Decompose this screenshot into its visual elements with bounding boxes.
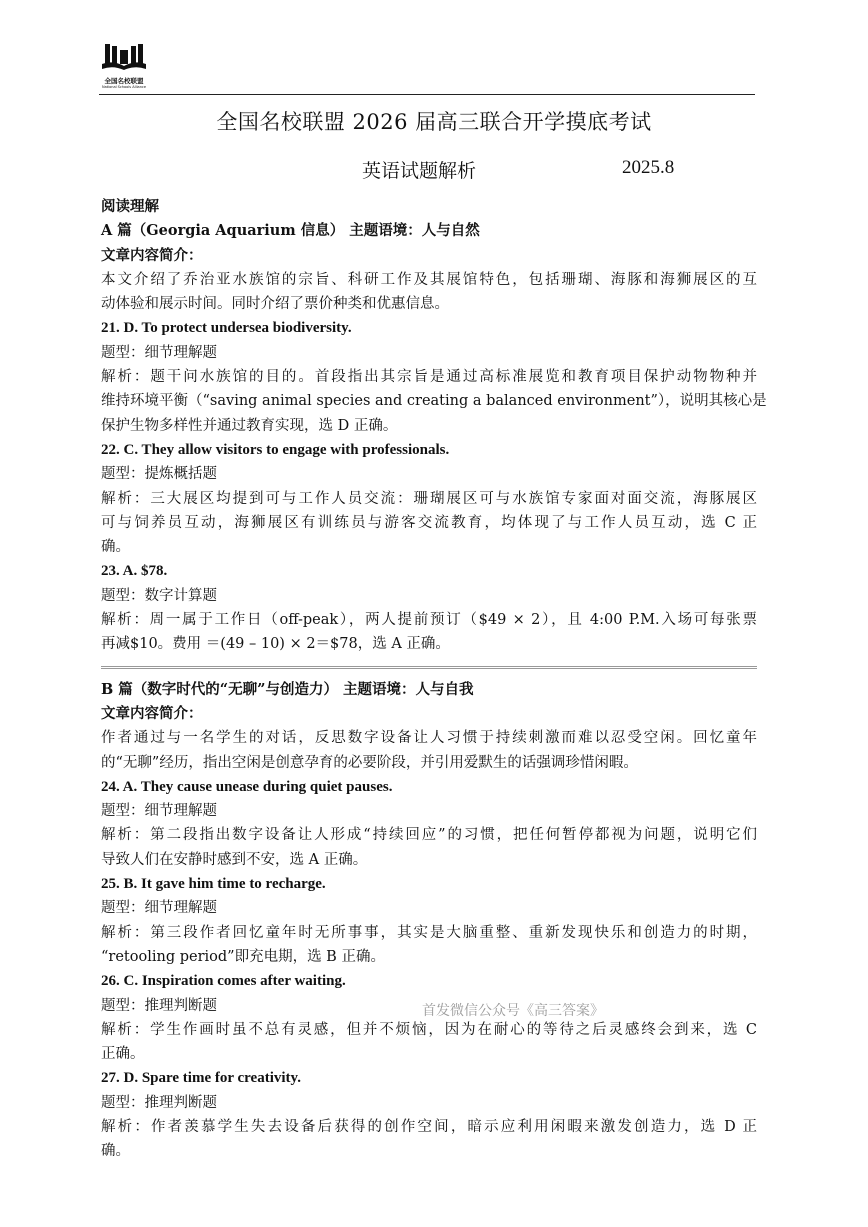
analysis-line: 正确。 [101,1046,145,1063]
section-title: 阅读理解 [101,198,159,215]
exam-subtitle: 英语试题解析 [362,160,477,182]
header-rule [99,94,755,95]
question-type: 题型：细节理解题 [101,803,217,820]
passage-b-summary-line: 作者通过与一名学生的对话，反思数字设备让人习惯于持续刺激而难以忍受空闲。回忆童年 [101,730,757,747]
answer-27: 27. D. Spare time for creativity. [101,1070,301,1087]
answer-26: 26. C. Inspiration comes after waiting. [101,973,346,990]
logo [98,44,150,89]
answer-22: 22. C. They allow visitors to engage with professionals. [101,441,450,458]
analysis-line: 确。 [101,1143,130,1160]
analysis-line: 解析：作者羡慕学生失去设备后获得的创作空间，暗示应利用闲暇来激发创造力，选 D 正 [101,1118,757,1135]
passage-a-summary-label: 文章内容简介： [101,246,203,264]
analysis-line: 再减$10。费用 ＝(49 – 10) × 2＝$78，选 A 正确。 [101,636,450,653]
question-type: 题型：细节理解题 [101,900,217,917]
answer-21: 21. D. To protect undersea biodiversity. [101,320,352,337]
passage-b-summary-label: 文章内容简介： [101,704,203,722]
open-book-icon [101,44,147,70]
analysis-line: 解析：第三段作者回忆童年时无所事事，其实是大脑重整、重新发现快乐和创造力的时期， [101,924,757,941]
logo-name: 全国名校联盟 [104,77,144,85]
passage-b-heading: B 篇（数字时代的“无聊”与创造力） 主题语境：人与自我 [101,680,474,698]
watermark: 首发微信公众号《高三答案》 [422,1003,604,1019]
analysis-line: 可与饲养员互动，海狮展区有训练员与游客交流教育，均体现了与工作人员互动，选 C 正 [101,514,757,531]
exam-date: 2025.8 [622,157,675,178]
logo-subtext: National Schools Alliance [101,85,146,89]
answer-23: 23. A. $78. [101,563,168,580]
question-type: 题型：数字计算题 [101,587,217,604]
question-type: 题型：推理判断题 [101,1094,217,1111]
answer-24: 24. A. They cause unease during quiet pauses. [101,778,393,795]
passage-a-heading: A 篇（Georgia Aquarium 信息） 主题语境：人与自然 [101,222,480,240]
question-type: 题型：细节理解题 [101,344,217,361]
analysis-line: 解析：周一属于工作日（off-peak），两人提前预订（$49 × 2），且 4:00 P.M.入场可每张票 [101,612,757,629]
analysis-line: 解析：三大展区均提到可与工作人员交流：珊瑚展区可与水族馆专家面对面交流，海豚展区 [101,490,757,507]
analysis-line: 保护生物多样性并通过教育实现，选 D 正确。 [101,417,398,434]
analysis-line: 导致人们在安静时感到不安，选 A 正确。 [101,851,368,868]
analysis-line: 维持环境平衡（“saving animal species and creating a balanced environment”），说明其核心是 [101,393,767,410]
analysis-line: 确。 [101,539,130,556]
section-divider [101,666,757,669]
analysis-line: 解析：学生作画时虽不总有灵感，但并不烦恼，因为在耐心的等待之后灵感终会到来，选 C [101,1021,757,1038]
analysis-line: “retooling period”即充电期，选 B 正确。 [101,948,385,965]
exam-title: 全国名校联盟 2026 届高三联合开学摸底考试 [216,110,652,134]
passage-a-summary-line: 本文介绍了乔治亚水族馆的宗旨、科研工作及其展馆特色，包括珊瑚、海豚和海狮展区的互 [101,271,757,288]
question-type: 题型：提炼概括题 [101,466,217,483]
passage-b-summary-line: 的“无聊”经历，指出空闲是创意孕育的必要阶段，并引用爱默生的话强调珍惜闲暇。 [101,754,638,771]
answer-25: 25. B. It gave him time to recharge. [101,876,326,893]
question-type: 题型：推理判断题 [101,997,217,1014]
analysis-line: 解析：第二段指出数字设备让人形成“持续回应”的习惯，把任何暂停都视为问题，说明它们 [101,827,757,844]
passage-a-summary-line: 动体验和展示时间。同时介绍了票价种类和优惠信息。 [101,296,449,313]
analysis-line: 解析：题干问水族馆的目的。首段指出其宗旨是通过高标准展览和教育项目保护动物物种并 [101,369,757,386]
